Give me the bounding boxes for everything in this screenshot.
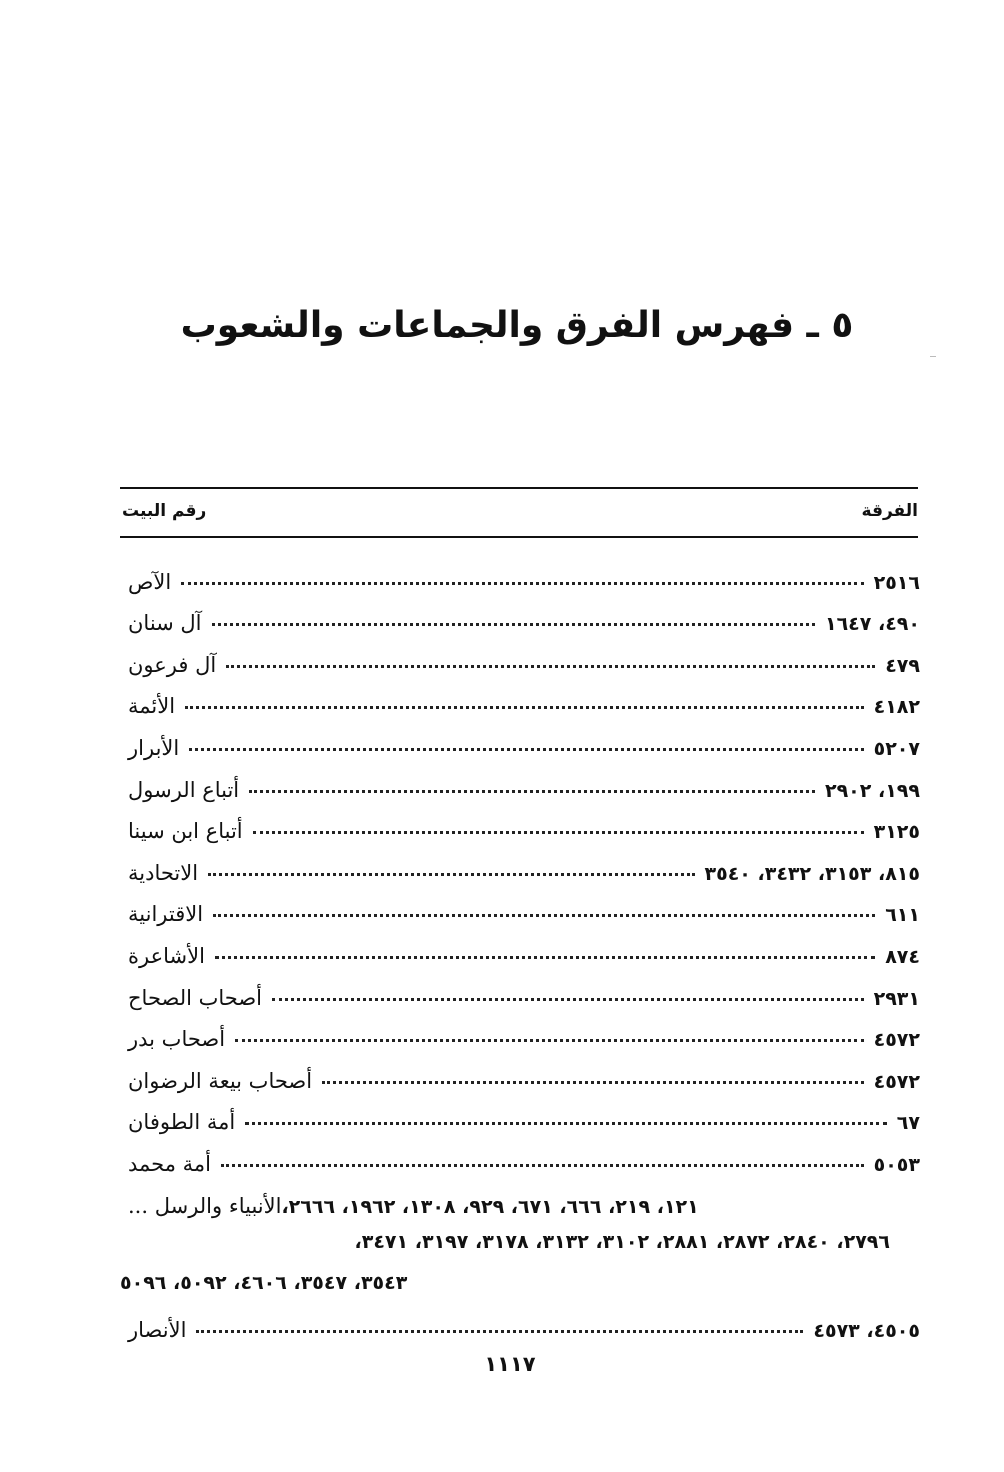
entry-refs: ٢٥١٦ — [873, 571, 920, 594]
entry-name: الأنبياء والرسل ... — [128, 1193, 282, 1218]
entry-name: أصحاب الصحاح — [128, 985, 263, 1010]
entry-refs-line-1: ١٢١، ٢١٩، ٦٦٦، ٦٧١، ٩٢٩، ١٣٠٨، ١٩٦٢، ٢٦٦٦، — [281, 1195, 699, 1218]
entry-refs: ٤٥٠٥، ٤٥٧٣ — [813, 1320, 920, 1343]
entry-refs: ٤٧٩ — [885, 654, 920, 677]
entry-name: أصحاب بدر — [128, 1027, 226, 1052]
page-number: ١١١٧ — [484, 1352, 536, 1376]
dot-leader — [249, 790, 815, 793]
entry-refs: ٤٥٧٢ — [873, 1070, 920, 1093]
index-row — [120, 718, 920, 760]
dot-leader — [185, 706, 864, 709]
dot-leader — [212, 623, 815, 626]
entry-refs: ٣١٢٥ — [873, 821, 920, 844]
dot-leader — [245, 1122, 887, 1125]
table-top-rule — [120, 487, 918, 489]
dot-leader — [221, 1164, 864, 1167]
index-row — [120, 885, 920, 927]
entry-name: أمة الطوفان — [128, 1110, 236, 1135]
entry-name: آل سنان — [128, 611, 202, 636]
index-row — [120, 1301, 920, 1343]
entry-name: الأبرار — [128, 735, 180, 760]
index-row — [120, 1010, 920, 1052]
dot-leader — [272, 998, 864, 1001]
entry-refs: ٥٢٠٧ — [873, 737, 920, 760]
dot-leader — [213, 914, 875, 917]
entry-name: الاتحادية — [128, 860, 199, 885]
entry-refs: ٤٥٧٢ — [873, 1029, 920, 1052]
dot-leader — [235, 1039, 864, 1042]
index-row — [120, 926, 920, 968]
margin-mark — [930, 356, 936, 357]
entry-name: الأئمة — [128, 694, 176, 719]
entry-refs: ٢٩٣١ — [873, 987, 920, 1010]
index-row — [120, 760, 920, 802]
column-header-verse-number: رقم البيت — [122, 501, 207, 521]
entry-refs-line-3: ٣٥٤٣، ٣٥٤٧، ٤٦٠٦، ٥٠٩٢، ٥٠٩٦ — [120, 1272, 408, 1295]
dot-leader — [215, 956, 875, 959]
entry-refs: ٦١١ — [885, 904, 920, 927]
index-row — [120, 594, 920, 636]
entry-refs: ٨١٥، ٣١٥٣، ٣٤٣٢، ٣٥٤٠ — [704, 862, 920, 885]
entry-name: الاقترانية — [128, 902, 204, 927]
dot-leader — [189, 748, 863, 751]
column-header-group: الفرقة — [861, 501, 918, 521]
dot-leader — [181, 582, 863, 585]
entry-refs: ٥٠٥٣ — [873, 1153, 920, 1176]
index-row — [120, 635, 920, 677]
index-row-prophets — [120, 1176, 920, 1218]
entry-name: أتباع ابن سينا — [128, 819, 243, 844]
entry-refs: ٤٩٠، ١٦٤٧ — [824, 613, 920, 636]
index-row — [120, 1134, 920, 1176]
entry-name: الأنصار — [128, 1318, 187, 1343]
entry-refs: ٦٧ — [896, 1112, 920, 1135]
entry-name: أصحاب بيعة الرضوان — [128, 1068, 313, 1093]
entry-name: أمة محمد — [128, 1151, 211, 1176]
index-row — [120, 677, 920, 719]
entry-name: الأشاعرة — [128, 943, 205, 968]
dot-leader — [322, 1081, 864, 1084]
table-header-rule — [120, 536, 918, 538]
entry-refs: ٨٧٤ — [885, 945, 920, 968]
entry-name: الآص — [128, 569, 172, 594]
entry-refs: ١٩٩، ٢٩٠٢ — [824, 779, 920, 802]
index-row — [120, 843, 920, 885]
dot-leader — [226, 665, 875, 668]
index-table — [120, 552, 920, 1342]
dot-leader — [196, 1330, 803, 1333]
index-row — [120, 968, 920, 1010]
entry-name: آل فرعون — [128, 652, 217, 677]
entry-name: أتباع الرسول — [128, 777, 240, 802]
index-row — [120, 1093, 920, 1135]
index-row — [120, 1051, 920, 1093]
dot-leader — [208, 873, 694, 876]
index-row — [120, 802, 920, 844]
dot-leader — [253, 831, 864, 834]
entry-refs: ٤١٨٢ — [873, 696, 920, 719]
page-title: ٥ ـ فهرس الفرق والجماعات والشعوب — [180, 305, 854, 346]
entry-refs-line-2: ٢٧٩٦، ٢٨٤٠، ٢٨٧٢، ٢٨٨١، ٣١٠٢، ٣١٣٢، ٣١٧٨، ٣١٩٧، ٣٤٧١، — [354, 1230, 890, 1253]
index-row — [120, 552, 920, 594]
